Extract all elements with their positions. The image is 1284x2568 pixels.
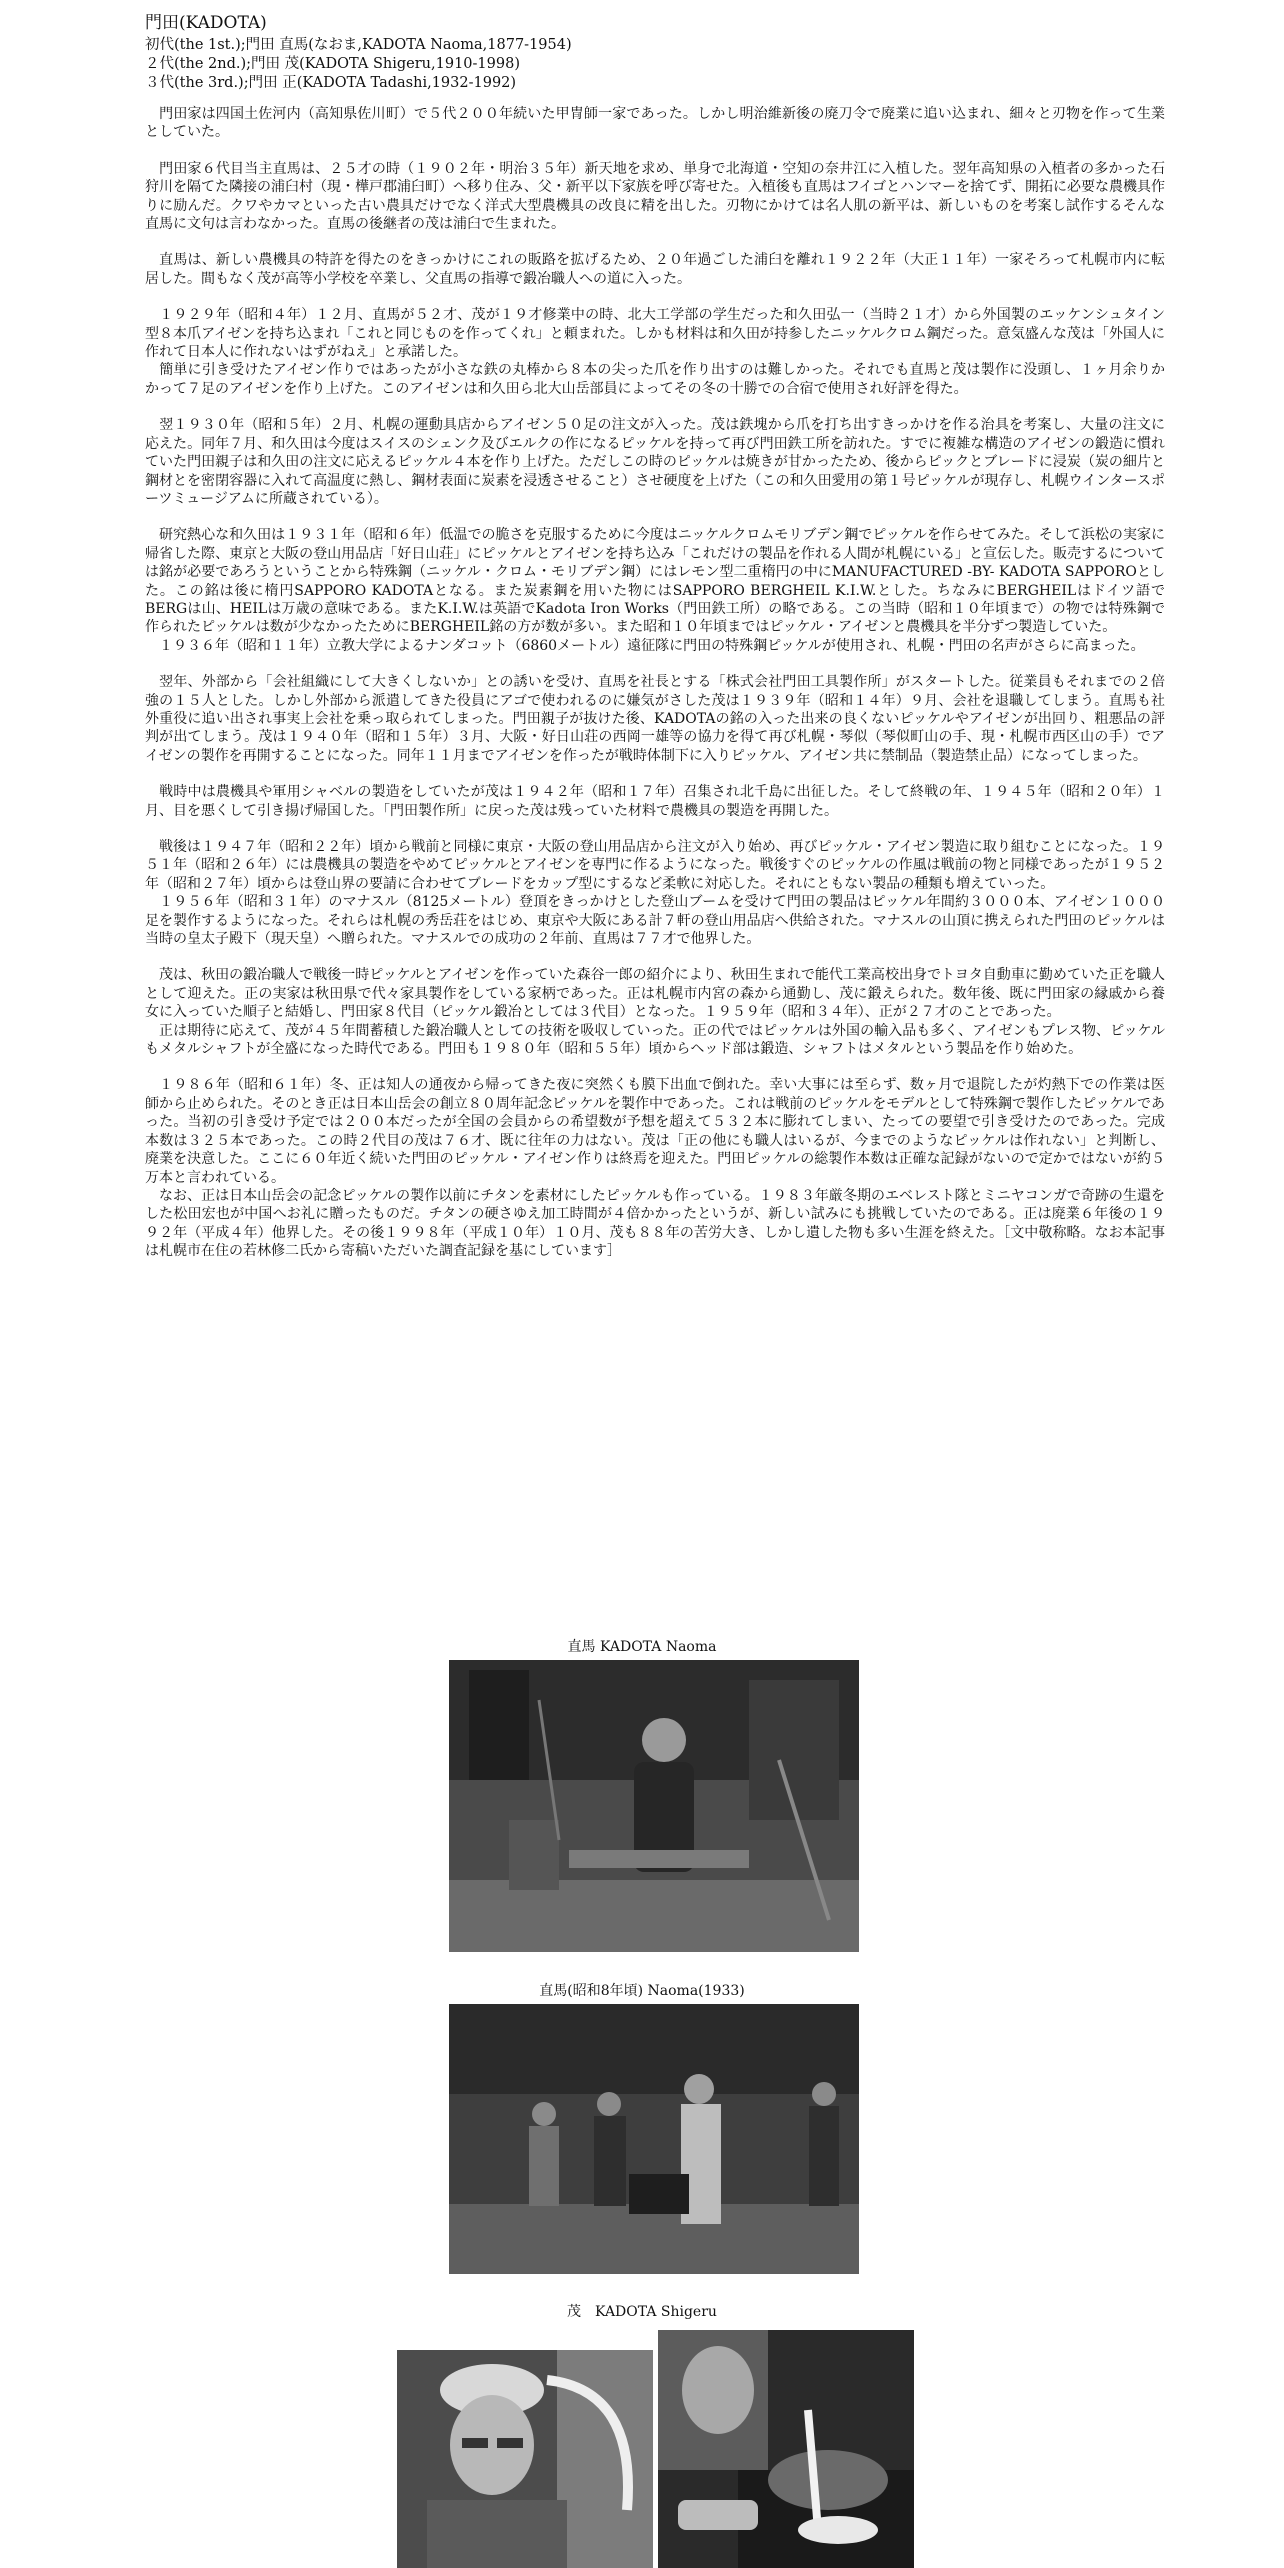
photo-caption-shigeru: 茂 KADOTA Shigeru (567, 2304, 717, 2320)
paragraph-text: １９３６年（昭和１１年）立教大学によるナンダコット（6860メートル）遠征隊に門田の特殊鋼ピッケルが使用され、札幌・門田の名声がさらに高まった。 (145, 637, 1145, 654)
paragraph-text: １９２９年（昭和４年）１２月、直馬が５２才、茂が１９才修業中の時、北大工学部の学生だった和久田弘一（当時２１才）から外国製のエッケンシュタイン型８本爪アイゼンを持ち込まれ「これと同じものを作ってくれ」と頼まれた。しかも材料は和久田が持参したニッケルクロム鋼だった。意気盛んな茂は「外国人に作れて日本人に作れないはずがねえ」と承諾した。 (145, 307, 1165, 361)
paragraph-text: 茂は、秋田の鍛冶職人で戦後一時ピッケルとアイゼンを作っていた森谷一郎の紹介により、秋田生まれで能代工業高校出身でトヨタ自動車に勤めていた正を職人として迎えた。正の実家は秋田県で代々家具製作をしている家柄であった。正は札幌市内宮の森から通勤し、茂に鍛えられた。数年後、既に門田家の縁戚から養女に入っていた順子と結婚し、門田家８代目（ピッケル鍛冶としては３代目）となった。１９５９年（昭和３４年）、正が２７才のことであった。 (145, 967, 1165, 1021)
paragraph-text: 門田家は四国土佐河内（高知県佐川町）で５代２００年続いた甲冑師一家であった。しかし明治維新後の廃刀令で廃業に追い込まれ、細々と刃物を作って生業としていた。 (145, 106, 1165, 141)
paragraph-1 (145, 105, 1165, 142)
generation-2nd: ２代(the 2nd.);門田 茂(KADOTA Shigeru,1910-1998) (145, 56, 520, 72)
photo-caption-2-wrap (0, 1982, 1284, 2000)
paragraph-5 (145, 416, 1165, 508)
photo-caption-1-wrap (0, 1638, 1284, 1656)
paragraph-text: 直馬は、新しい農機具の特許を得たのをきっかけにこれの販路を拡げるため、２０年過ごした浦臼を離れ１９２２年（大正１１年）一家そろって札幌市内に転居した。間もなく茂が高等小学校を卒業し、父直馬の指導で鍛冶職人への道に入った。 (145, 252, 1165, 287)
generation-list (145, 36, 1165, 93)
photo-naoma-1933-image (449, 2004, 859, 2274)
generation-3rd: ３代(the 3rd.);門田 正(KADOTA Tadashi,1932-1992) (145, 75, 517, 91)
paragraph-text: 翌年、外部から「会社組織にして大きくしないか」との誘いを受け、直馬を社長とする「株式会社門田工具製作所」がスタートした。従業員もそれまでの２倍強の１５人とした。しかし外部から派遣してきた役員にアゴで使われるのに嫌気がさした茂は１９３９年（昭和１４年）９月、会社を退職してしまう。直馬も社外重役に追い出され事実上会社を乗っ取られてしまった。門田親子が抜けた後、KADOTAの銘の入った出来の良くないピッケルやアイゼンが出回り、粗悪品の評判が出てしまう。茂は１９４０年（昭和１５年）３月、大阪・好日山荘の西岡一雄等の協力を得て再び札幌・琴似（琴似町山の手、現・札幌市西区山の手）でアイゼンの製作を再開することになった。同年１１月までアイゼンを作ったが戦時体制下に入りピッケル、アイゼン共に禁制品（製造禁止品）になってしまった。 (145, 674, 1165, 764)
paragraph-6 (145, 526, 1165, 655)
paragraph-2 (145, 160, 1165, 234)
paragraph-7 (145, 673, 1165, 765)
paragraph-text: １９５６年（昭和３１年）のマナスル（8125メートル）登頂をきっかけとした登山ブームを受けて門田の製品はピッケル年間約３０００本、アイゼン１０００足を製作するようになった。それらは札幌の秀岳荘をはじめ、東京や大阪にある計７軒の登山用品店へ供給された。マナスルの山頂に携えられた門田のピッケルは当時の皇太子殿下（現天皇）へ贈られた。マナスルでの成功の２年前、直馬は７７才で他界した。 (145, 894, 1165, 948)
paragraph-text: 翌１９３０年（昭和５年）２月、札幌の運動具店からアイゼン５０足の注文が入った。茂は鉄塊から爪を打ち出すきっかけを作る治具を考案し、大量の注文に応えた。同年７月、和久田は今度はスイスのシェンク及びエルクの作になるピッケルを持って再び門田鉄工所を訪れた。すでに複雑な構造のアイゼンの鍛造に慣れていた門田親子は和久田の注文に応えるピッケル４本を作り上げた。ただしこの時のピッケルは焼きが甘かったため、後からピックとブレードに浸炭（炭の細片と鋼材とを密閉容器に入れて高温度に熱し、鋼材表面に炭素を浸透させること）させ硬度を上げた（この和久田愛用の第１号ピッケルが現存し、札幌ウインタースポーツミュージアムに所蔵されている）。 (145, 417, 1165, 507)
photo-shigeru-forging (658, 2330, 914, 2568)
paragraph-9 (145, 838, 1165, 948)
paragraph-text: 正は期待に応えて、茂が４５年間蓄積した鍛冶職人としての技術を吸収していった。正の代ではピッケルは外国の輸入品も多く、アイゼンもプレス物、ピッケルもメタルシャフトが全盛になった時代である。門田も１９８０年（昭和５５年）頃からヘッド部は鍛造、シャフトはメタルという製品を作り始めた。 (145, 1022, 1165, 1058)
paragraph-3 (145, 251, 1165, 288)
paragraph-text: 研究熱心な和久田は１９３１年（昭和６年）低温での脆さを克服するために今度はニッケルクロムモリブデン鋼でピッケルを作らせてみた。そして浜松の実家に帰省した際、東京と大阪の登山用品店「好日山荘」にピッケルとアイゼンを持ち込み「これだけの製品を作れる人間が札幌にいる」と宣伝した。販売するについては銘が必要であろうということから特殊鋼（ニッケル・クロム・モリブデン鋼）にはレモン型二重楕円の中にMANUFACTURED -BY- KADOTA SAPPOROとした。この銘は後に楕円SAPPORO KADOTAとなる。また炭素鋼を用いた物にはSAPPORO BERGHEIL K.I.W.とした。ちなみにBERGHEILはドイツ語でBERGは山、HEILは万歳の意味である。またK.I.W.は英語でKadota Iron Works（門田鉄工所）の略である。この当時（昭和１０年頃まで）の物では特殊鋼で作られたピッケルは数が少なかったためにBERGHEIL銘の方が数が多い。また昭和１０年頃まではピッケル・アイゼンと農機具を半分ずつ製造していた。 (145, 527, 1165, 636)
photo-naoma-workshop-image (449, 1660, 859, 1952)
photo-naoma-workshop (449, 1660, 859, 1952)
paragraph-text: 戦後は１９４７年（昭和２２年）頃から戦前と同様に東京・大阪の登山用品店から注文が入り始め、再びピッケル・アイゼン製造に取り組むことになった。１９５１年（昭和２６年）には農機具の製造をやめてピッケルとアイゼンを専門に作るようになった。戦後すぐのピッケルの作風は戦前の物と同様であったが１９５２年（昭和２７年）頃からは登山界の要請に合わせてブレードをカップ型にするなど柔軟に対応した。それにともない製品の種類も増えていった。 (145, 839, 1165, 892)
paragraph-8 (145, 783, 1165, 820)
paragraph-text: 門田家６代目当主直馬は、２５才の時（１９０２年・明治３５年）新天地を求め、単身で北海道・空知の奈井江に入植した。翌年高知県の入植者の多かった石狩川を隔てた隣接の浦臼村（現・樺戸郡浦臼町）へ移り住み、父・新平以下家族を呼び寄せた。入植後も直馬はフイゴとハンマーを捨てず、開拓に必要な農機具作りに励んだ。クワやカマといった古い農具だけでなく洋式大型農機具の改良に精を出した。刃物にかけては名人肌の新平は、新しいものを考案し試作するそんな直馬に文句は言わなかった。直馬の後継者の茂は浦臼で生まれた。 (145, 160, 1165, 233)
photo-naoma-1933 (449, 2004, 859, 2274)
photo-shigeru-forging-image (658, 2330, 914, 2568)
paragraph-11 (145, 1076, 1165, 1260)
article (145, 12, 1165, 1279)
paragraph-text: １９８６年（昭和６１年）冬、正は知人の通夜から帰ってきた夜に突然くも膜下出血で倒れた。幸い大事には至らず、数ヶ月で退院したが灼熱下での作業は医師から止められた。そのとき正は日本山岳会の創立８０周年記念ピッケルを製作中であった。これは戦前のピッケルをモデルとして特殊鋼で製作したピッケルであった。当初の引き受け予定では２００本だったが全国の会員からの希望数が予想を超えて５３２本に膨れてしまい、たっての要望で引き受けたのであった。完成本数は３２５本であった。この時２代目の茂は７６才、既に往年の力はない。茂は「正の他にも職人はいるが、今までのようなピッケルは作れない」と判断し、廃業を決意した。ここに６０年近く続いた門田のピッケル・アイゼン作りは終焉を迎えた。門田ピッケルの総製作本数は正確な記録がないので定かではないが約５万本と言われている。 (145, 1077, 1165, 1186)
photo-caption-3-wrap (0, 2303, 1284, 2321)
photo-caption-naoma: 直馬 KADOTA Naoma (567, 1639, 717, 1655)
paragraph-text: 戦時中は農機具や軍用シャベルの製造をしていたが茂は１９４２年（昭和１７年）召集され北千島に出征した。そして終戦の年、１９４５年（昭和２０年）１月、目を悪くして引き揚げ帰国した。「門田製作所」に戻った茂は残っていた材料で農機具の製造を再開した。 (145, 784, 1165, 819)
photo-shigeru-portrait-image (397, 2350, 653, 2568)
paragraph-4 (145, 306, 1165, 398)
paragraph-text: なお、正は日本山岳会の記念ピッケルの製作以前にチタンを素材にしたピッケルも作っている。１９８３年厳冬期のエベレスト隊とミニヤコンガで奇跡の生還をした松田宏也が中国へお礼に贈ったものだ。チタンの硬さゆえ加工時間が４倍かかったというが、新しい試みにも挑戦していたのである。正は廃業６年後の１９９２年（平成４年）他界した。その後１９９８年（平成１０年）１０月、茂も８８年の苦労大き、しかし遺した物も多い生涯を終えた。［文中敬称略。なお本記事は札幌市在住の若林修二氏から寄稿いただいた調査記録を基にしています］ (145, 1187, 1165, 1260)
photo-shigeru-portrait (397, 2350, 653, 2568)
page-title: 門田(KADOTA) (145, 13, 267, 33)
photo-caption-naoma-1933: 直馬(昭和8年頃) Naoma(1933) (539, 1983, 745, 1999)
paragraph-10 (145, 966, 1165, 1058)
generation-1st: 初代(the 1st.);門田 直馬(なおま,KADOTA Naoma,1877-1954) (145, 37, 572, 53)
paragraph-text: 簡単に引き受けたアイゼン作りではあったが小さな鉄の丸棒から８本の尖った爪を作り出すのは難しかった。それでも直馬と茂は製作に没頭し、１ヶ月余りかかって７足のアイゼンを作り上げた。このアイゼンは和久田ら北大山岳部員によってその冬の十勝での合宿で使用され好評を得た。 (145, 362, 1165, 397)
